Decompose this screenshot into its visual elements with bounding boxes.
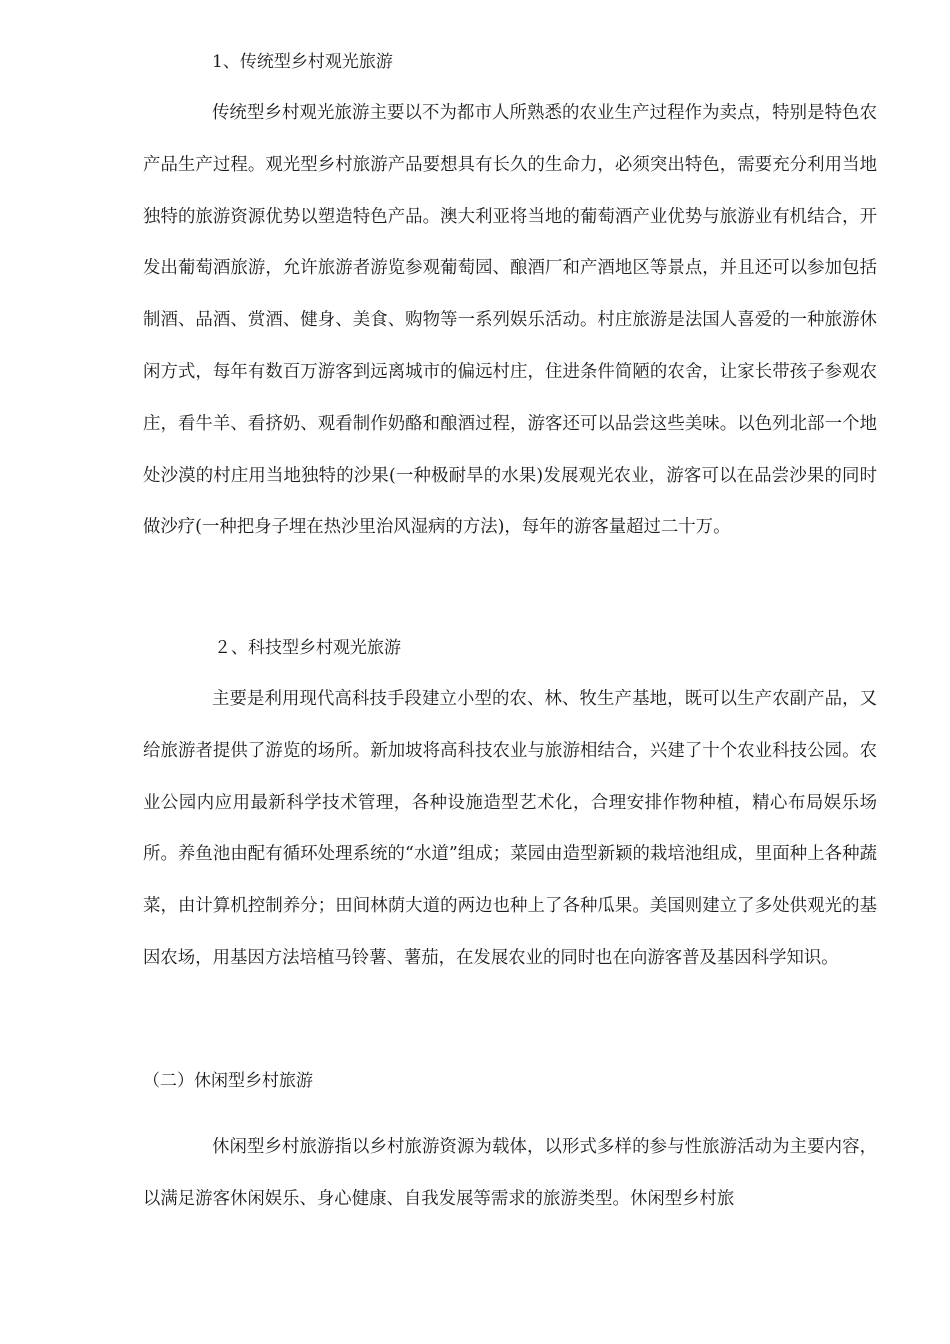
paragraph-technology: 主要是利用现代高科技手段建立小型的农、林、牧生产基地，既可以生产农副产品，又给旅游者提供了游览的场所。新加坡将高科技农业与旅游相结合，兴建了十个农业科技公园。农业公园内应用最新科学技术管理，各种设施造型艺术化，合理安排作物种植，精心布局娱乐场所。养鱼池由配有循环处理系统的“水道”组成；菜园由造型新颖的栽培池组成，里面种上各种蔬菜，由计算机控制养分；田间林荫大道的两边也种上了各种瓜果。美国则建立了多处供观光的基因农场，用基因方法培植马铃薯、薯茄，在发展农业的同时也在向游客普及基因科学知识。 xyxy=(143,689,877,968)
section-heading-leisure: （二）休闲型乡村旅游 xyxy=(143,1071,313,1091)
paragraph-traditional: 传统型乡村观光旅游主要以不为都市人所熟悉的农业生产过程作为卖点，特别是特色农产品生产过程。观光型乡村旅游产品要想具有长久的生命力，必须突出特色，需要充分利用当地独特的旅游资源优势以塑造特色产品。澳大利亚将当地的葡萄酒产业优势与旅游业有机结合，开发出葡萄酒旅游，允许旅游者游览参观葡萄园、酿酒厂和产酒地区等景点，并且还可以参加包括制酒、品酒、赏酒、健身、美食、购物等一系列娱乐活动。村庄旅游是法国人喜爱的一种旅游休闲方式，每年有数百万游客到远离城市的偏远村庄，住进条件简陋的农舍，让家长带孩子参观农庄，看牛羊、看挤奶、观看制作奶酪和酿酒过程，游客还可以品尝这些美味。以色列北部一个地处沙漠的村庄用当地独特的沙果(一种极耐旱的水果)发展观光农业，游客可以在品尝沙果的同时做沙疗(一种把身子埋在热沙里治风湿病的方法)，每年的游客量超过二十万。 xyxy=(143,103,877,538)
section-heading-traditional: 1、传统型乡村观光旅游 xyxy=(212,52,393,72)
paragraph-leisure: 休闲型乡村旅游指以乡村旅游资源为载体，以形式多样的参与性旅游活动为主要内容，以满足游客休闲娱乐、身心健康、自我发展等需求的旅游类型。休闲型乡村旅 xyxy=(143,1137,877,1209)
section-heading-technology: ２、科技型乡村观光旅游 xyxy=(214,638,401,658)
